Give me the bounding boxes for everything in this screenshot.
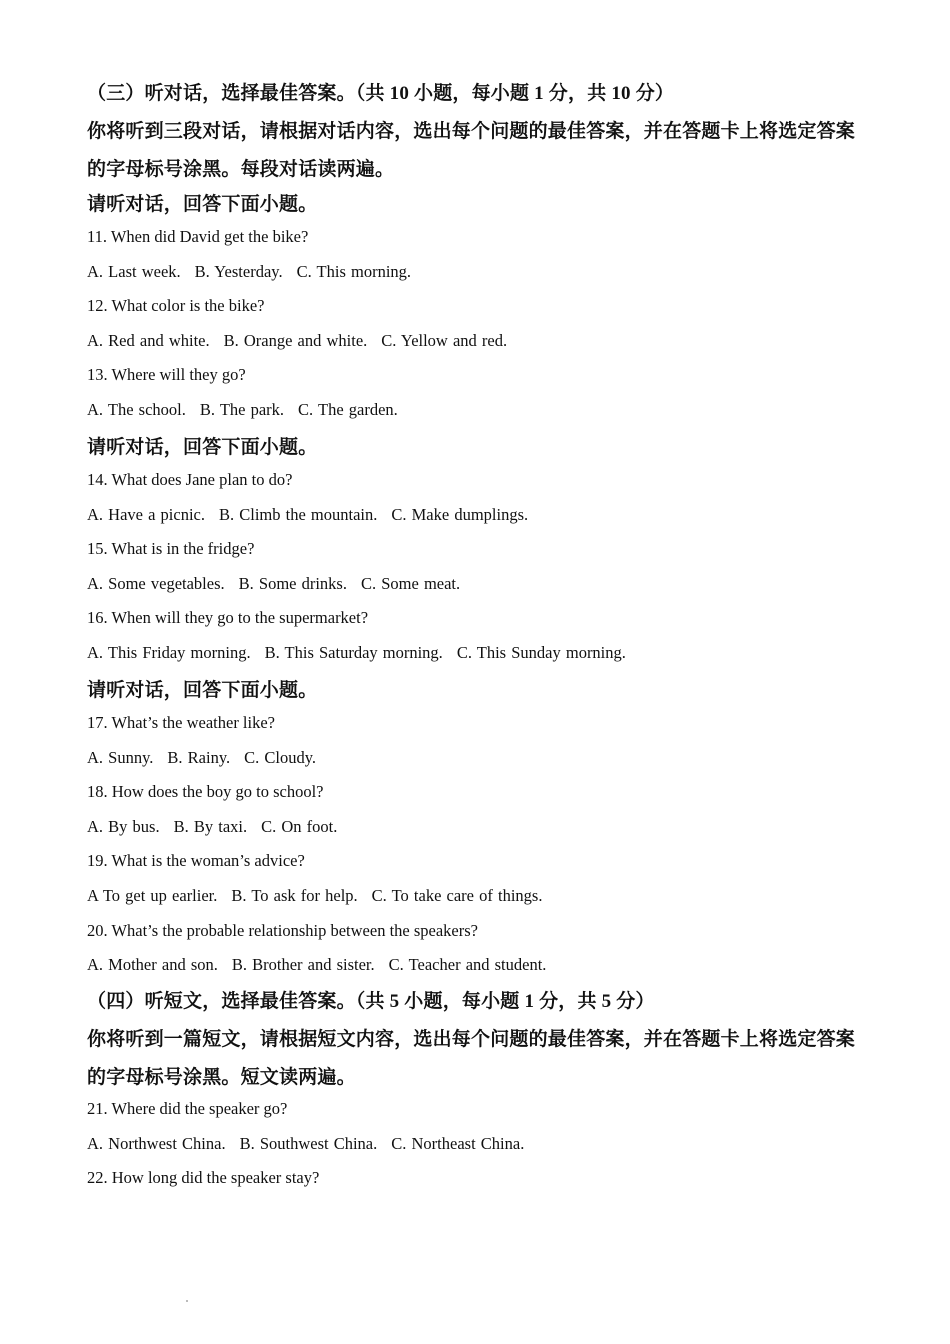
- option-b: B. This Saturday morning.: [264, 643, 443, 662]
- section3-heading: （三）听对话，选择最佳答案。（共 10 小题，每小题 1 分，共 10 分）: [87, 83, 675, 104]
- option-b: B. To ask for help.: [231, 886, 358, 905]
- option-c: C. The garden.: [298, 400, 398, 419]
- question-12: 12. What color is the bike?: [87, 296, 265, 315]
- option-a: A. Mother and son.: [87, 955, 218, 974]
- option-b: B. By taxi.: [173, 817, 248, 836]
- options-15: [87, 574, 474, 594]
- option-a: A. Sunny.: [87, 748, 154, 767]
- option-c: C. To take care of things.: [371, 886, 543, 905]
- options-20: [87, 955, 560, 975]
- options-21: [87, 1134, 538, 1154]
- option-c: C. Some meat.: [360, 574, 461, 593]
- question-14: 14. What does Jane plan to do?: [87, 470, 293, 489]
- option-b: B. Southwest China.: [239, 1134, 378, 1153]
- option-b: B. Brother and sister.: [231, 955, 375, 974]
- question-18: 18. How does the boy go to school?: [87, 782, 324, 801]
- option-a: A. By bus.: [87, 817, 160, 836]
- option-c: C. This morning.: [296, 262, 412, 281]
- options-18: [87, 817, 351, 837]
- section4-heading: （四）听短文，选择最佳答案。（共 5 小题，每小题 1 分，共 5 分）: [87, 991, 655, 1012]
- option-a: A. The school.: [87, 400, 186, 419]
- option-b: B. Yesterday.: [194, 262, 283, 281]
- question-11: 11. When did David get the bike?: [87, 227, 309, 246]
- question-15: 15. What is in the fridge?: [87, 539, 255, 558]
- dialogue-prompt-3: 请听对话，回答下面小题。: [87, 680, 318, 701]
- option-b: B. Orange and white.: [223, 331, 368, 350]
- question-22: 22. How long did the speaker stay?: [87, 1168, 320, 1187]
- option-a: A. Red and white.: [87, 331, 210, 350]
- dialogue-prompt-1: 请听对话，回答下面小题。: [87, 194, 318, 215]
- question-20: 20. What’s the probable relationship between the speakers?: [87, 921, 478, 940]
- option-c: C. On foot.: [261, 817, 338, 836]
- option-c: C. This Sunday morning.: [456, 643, 626, 662]
- options-14: [87, 505, 542, 525]
- options-13: [87, 400, 412, 420]
- section4-instruction-line2: 的字母标号涂黑。短文读两遍。: [87, 1067, 356, 1088]
- page-speck: [186, 1300, 188, 1302]
- option-a: A. Northwest China.: [87, 1134, 226, 1153]
- option-a: A To get up earlier.: [87, 886, 218, 905]
- option-c: C. Make dumplings.: [391, 505, 529, 524]
- option-b: B. Some drinks.: [238, 574, 347, 593]
- question-21: 21. Where did the speaker go?: [87, 1099, 288, 1118]
- options-11: [87, 262, 425, 282]
- question-16: 16. When will they go to the supermarket?: [87, 608, 369, 627]
- question-17: 17. What’s the weather like?: [87, 713, 276, 732]
- option-b: B. The park.: [199, 400, 285, 419]
- option-c: C. Northeast China.: [391, 1134, 525, 1153]
- dialogue-prompt-2: 请听对话，回答下面小题。: [87, 437, 318, 458]
- option-b: B. Rainy.: [167, 748, 231, 767]
- option-a: A. This Friday morning.: [87, 643, 251, 662]
- section3-instruction-line2: 的字母标号涂黑。每段对话读两遍。: [87, 159, 395, 180]
- options-17: [87, 748, 330, 768]
- option-a: A. Have a picnic.: [87, 505, 205, 524]
- section3-instruction-line1: 你将听到三段对话，请根据对话内容，选出每个问题的最佳答案，并在答题卡上将选定答案: [87, 121, 856, 142]
- question-13: 13. Where will they go?: [87, 365, 246, 384]
- option-c: C. Yellow and red.: [381, 331, 508, 350]
- options-12: [87, 331, 521, 351]
- option-b: B. Climb the mountain.: [219, 505, 378, 524]
- section4-instruction-line1: 你将听到一篇短文，请根据短文内容，选出每个问题的最佳答案，并在答题卡上将选定答案: [87, 1029, 856, 1050]
- options-16: [87, 643, 640, 663]
- option-c: C. Teacher and student.: [388, 955, 547, 974]
- option-a: A. Some vegetables.: [87, 574, 225, 593]
- options-19: [87, 886, 556, 906]
- question-19: 19. What is the woman’s advice?: [87, 851, 305, 870]
- option-a: A. Last week.: [87, 262, 181, 281]
- option-c: C. Cloudy.: [244, 748, 317, 767]
